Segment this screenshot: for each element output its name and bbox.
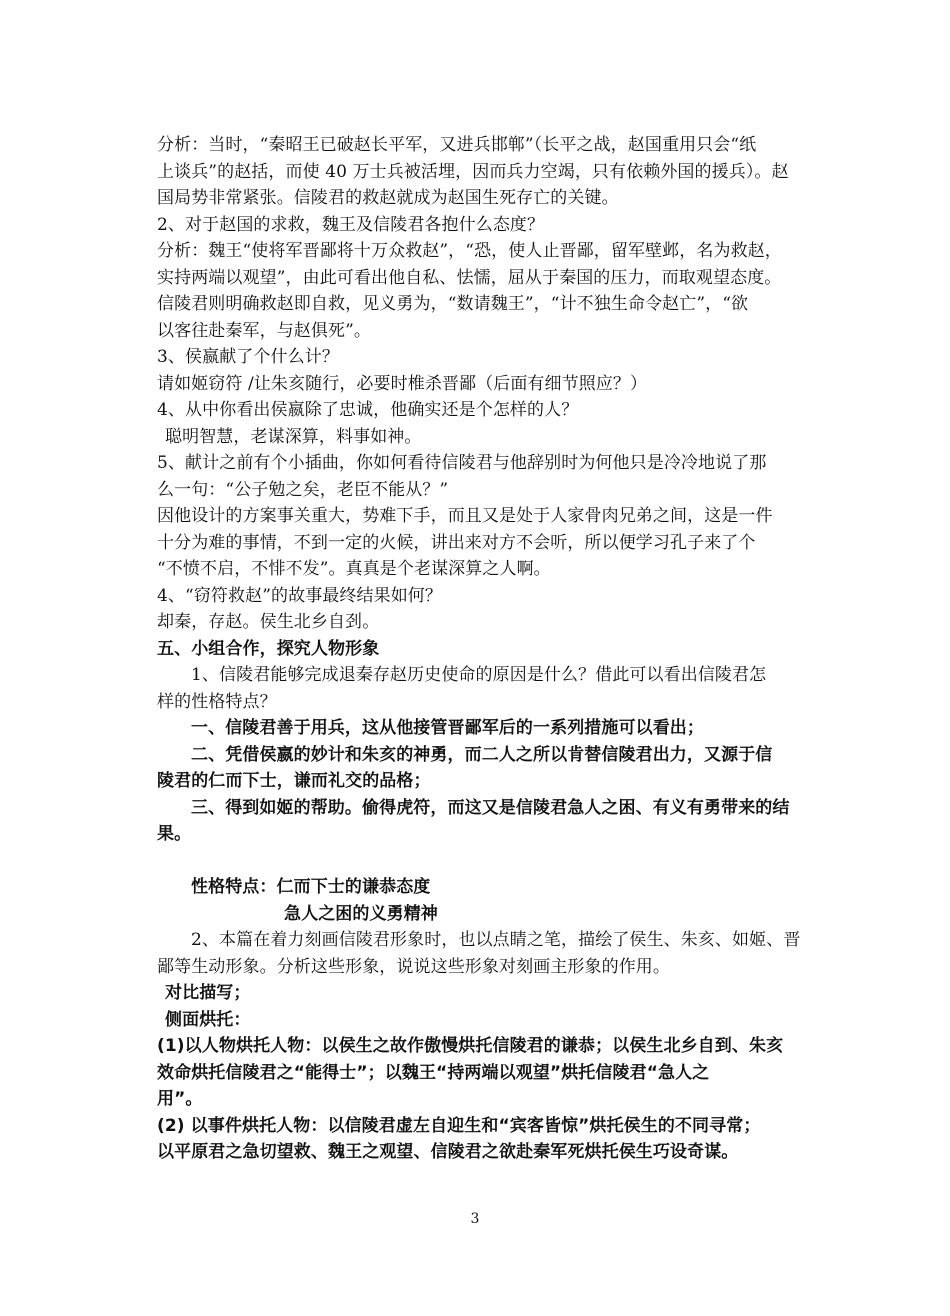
method-detail-line: (2) 以事件烘托人物：以信陵君虚左自迎生和“宾客皆惊”烘托侯生的不同寻常； [157, 1115, 761, 1136]
method-detail-line: 以平原君之急切望救、魏王之观望、信陵君之欲赴秦军死烘托侯生巧设奇谋。 [157, 1142, 739, 1162]
paragraph-line: 上谈兵”的赵括，而使 40 万士兵被活埋，因而兵力空竭，只有依赖外国的援兵）。赵 [157, 161, 789, 182]
method-detail-line: 效命烘托信陵君之“能得士”；以魏王“持两端以观望”烘托信陵君“急人之 [157, 1062, 710, 1083]
paragraph-line: 信陵君则明确救赵即自救，见义勇为，“数请魏王”，“计不独生命令赵亡”，“欲 [157, 294, 749, 314]
paragraph-line: 分析：当时，“秦昭王已破赵长平军，又进兵邯郸”（长平之战，赵国重用只会“纸 [157, 135, 757, 155]
point-line: 三、得到如姬的帮助。偷得虎符，而这又是信陵君急人之困、有义有勇带来的结 [191, 797, 790, 818]
question-line: 鄙等生动形象。分析这些形象，说说这些形象对刻画主形象的作用。 [157, 956, 670, 977]
paragraph-line: “不愤不启，不悱不发”。真真是个老谋深算之人啊。 [157, 559, 551, 579]
question-line: 4、“窃符救赵”的故事最终结果如何？ [157, 585, 442, 606]
question-line: 1、信陵君能够完成退秦存赵历史使命的原因是什么？借此可以看出信陵君怎 [191, 665, 767, 685]
paragraph-line: 实持两端以观望”，由此可看出他自私、怯懦，屈从于秦国的压力，而取观望态度。 [157, 267, 782, 288]
paragraph-line: 国局势非常紧张。信陵君的救赵就成为赵国生死存亡的关键。 [157, 188, 619, 208]
document-body [157, 132, 801, 1166]
paragraph-line: 分析：魏王“使将军晋鄙将十万众救赵”，“恐，使人止晋鄙，留军壁邺，名为救赵， [157, 241, 782, 261]
method-detail-line: (1)以人物烘托人物：以侯生之故作傲慢烘托信陵君的谦恭；以侯生北乡自到、朱亥 [157, 1036, 784, 1056]
method-detail-line: 用”。 [157, 1089, 203, 1109]
method-line: 侧面烘托： [165, 1009, 251, 1030]
point-line: 一、信陵君善于用兵，这从他接管晋鄙军后的一系列措施可以看出； [191, 718, 704, 738]
point-line: 陵君的仁而下士，谦而礼交的品格； [157, 771, 431, 791]
method-line: 对比描写； [165, 983, 251, 1003]
page-number: 3 [470, 1211, 480, 1227]
trait-line: 急人之困的义勇精神 [284, 903, 438, 924]
answer-line: 却秦，存赵。侯生北乡自刭。 [157, 612, 380, 632]
paragraph-line: 请如姬窃符 /让朱亥随行，必要时椎杀晋鄙（后面有细节照应？） [157, 373, 648, 394]
question-line: 3、侯嬴献了个什么计？ [157, 347, 339, 367]
question-line: 5、献计之前有个小插曲，你如何看待信陵君与他辞别时为何他只是冷冷地说了那 [157, 453, 767, 473]
paragraph-line: 以客往赴秦军，与赵俱死”。 [157, 320, 371, 341]
trait-line: 性格特点：仁而下士的谦恭态度 [191, 877, 431, 897]
answer-line: 聪明智慧，老谋深算，料事如神。 [165, 426, 422, 447]
question-line: 2、本篇在着力刻画信陵君形象时，也以点睛之笔，描绘了侯生、朱亥、如姬、晋 [191, 930, 801, 950]
blank-line [157, 848, 797, 875]
question-line: 样的性格特点？ [157, 691, 277, 712]
question-line: 2、对于赵国的求救，魏王及信陵君各抱什么态度？ [157, 214, 545, 235]
paragraph-line: 因他设计的方案事关重大，势难下手，而且又是处于人家骨肉兄弟之间，这是一件 [157, 506, 773, 526]
question-line: 4、从中你看出侯嬴除了忠诚，他确实还是个怎样的人？ [157, 400, 579, 420]
paragraph-line: 十分为难的事情，不到一定的火候，讲出来对方不会听，所以便学习孔子来了个 [157, 532, 756, 553]
section-heading: 五、小组合作，探究人物形象 [157, 638, 380, 659]
point-line: 二、凭借侯嬴的妙计和朱亥的神勇，而二人之所以肯替信陵君出力，又源于信 [191, 744, 773, 765]
point-line: 果。 [157, 824, 192, 844]
question-line: 么一句：“公子勉之矣，老臣不能从？” [157, 479, 449, 500]
